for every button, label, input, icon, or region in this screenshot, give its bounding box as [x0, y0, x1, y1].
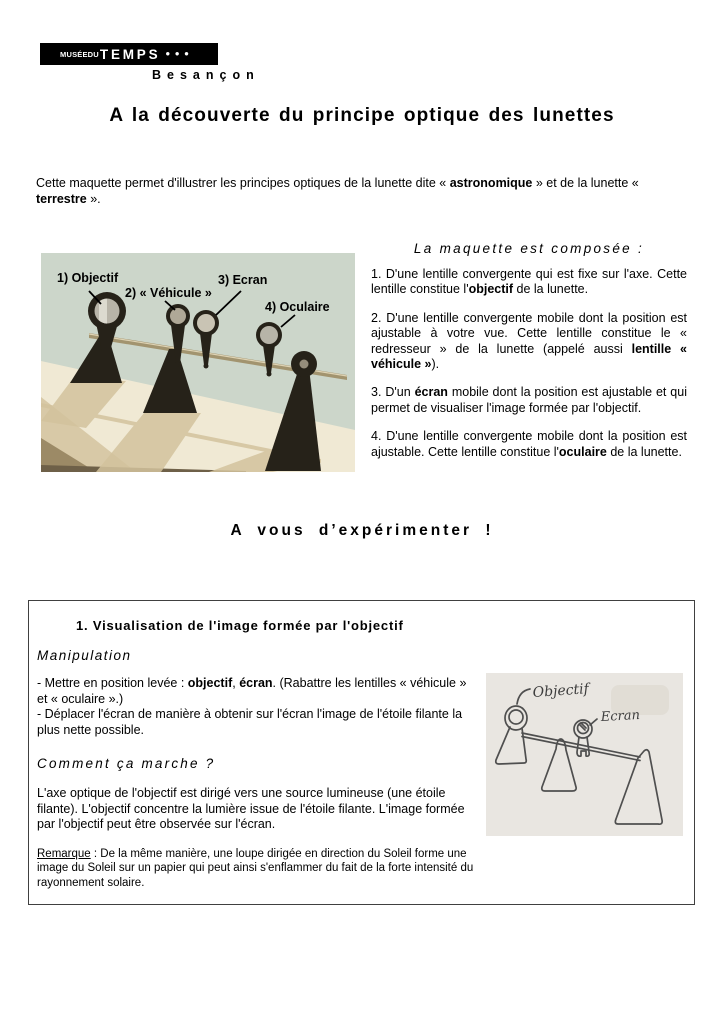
logo-brand-bold: TEMPS	[99, 46, 161, 62]
step-text: - Mettre en position levée :	[37, 676, 188, 690]
item-text: 3. D'un	[371, 385, 415, 400]
step-1	[37, 676, 467, 707]
lens-ecran-glass	[197, 314, 215, 332]
photo-label-oculaire: 4) Oculaire	[265, 300, 330, 314]
composition-item-1	[371, 267, 687, 298]
photo-label-ecran: 3) Ecran	[218, 273, 268, 287]
how-it-works-text: L'axe optique de l'objectif est dirigé vers une source lumineuse (une étoile filante). L'objectif concentre la lumière issue de l'étoile filante. L'image formée par l'objectif peut être observée sur l'écran.	[37, 786, 465, 831]
logo-dots-icon: ●●●	[165, 49, 194, 58]
composition-item-3	[371, 385, 687, 416]
note-label: Remarque	[37, 847, 91, 860]
bold-term-ecran: écran	[414, 385, 448, 400]
how-it-works-label: Comment ça marche ?	[37, 756, 216, 771]
intro-paragraph	[36, 176, 690, 207]
step-2: - Déplacer l'écran de manière à obtenir sur l'écran l'image de l'étoile filante la plus nette possible.	[37, 707, 463, 737]
logo-brand-small: MUSÉEDU	[60, 49, 99, 59]
note-text: : De la même manière, une loupe dirigée en direction du Soleil forme une image du Soleil sur un papier qui peut ainsi s'enflammer du fait de la forte intensité du rayonnement solaire.	[37, 847, 474, 889]
item-text: de la lunette.	[606, 444, 682, 459]
logo-city: Besançon	[152, 68, 260, 82]
sketch-figure	[486, 673, 683, 836]
manipulation-steps	[37, 676, 467, 738]
bold-term-oculaire: oculaire	[558, 444, 607, 459]
step-text: . (Rabattre les lentilles « véhicule » et « oculaire ».)	[37, 676, 467, 706]
model-photo-illustration	[41, 253, 355, 472]
bold-term-terrestre: terrestre	[36, 191, 87, 206]
sketch-label-objectif: Objectif	[532, 681, 590, 701]
sketch-illustration	[486, 673, 683, 836]
photo-label-vehicule: 2) « Véhicule »	[125, 286, 212, 300]
composition-item-4	[371, 429, 687, 460]
bold-term-astronomique: astronomique	[449, 176, 533, 190]
sketch-label-ecran: Ecran	[600, 707, 641, 725]
item-text: 1. D'une lentille convergente qui est fixe sur l'axe. Cette lentille constitue l'	[371, 267, 687, 297]
manipulation-label: Manipulation	[37, 648, 132, 663]
item-text: 2. D'une lentille convergente mobile dont la position est ajustable à votre vue. Cette lentille constitue le « redresseur » de la lunette (appelé aussi	[371, 310, 687, 356]
intro-text: » et de la lunette «	[532, 176, 639, 190]
photo-label-objectif: 1) Objectif	[57, 271, 119, 285]
bold-term-vehicule: lentille « véhicule »	[371, 341, 687, 372]
bold-term-objectif: objectif	[468, 282, 514, 297]
bold-term-objectif: objectif	[187, 676, 233, 690]
museum-logo	[40, 43, 280, 85]
item-text: de la lunette.	[513, 282, 589, 297]
item-text: 4. D'une lentille convergente mobile dont la position est ajustable. Cette lentille constitue l'	[371, 429, 687, 459]
page-title: A la découverte du principe optique des lunettes	[109, 105, 615, 126]
composition-item-2	[371, 311, 687, 373]
note-paragraph	[37, 847, 481, 891]
composition-column	[371, 241, 687, 460]
composition-heading: La maquette est composée :	[413, 241, 645, 256]
lens-vehicule-glass	[170, 308, 186, 324]
bold-term-ecran: écran	[239, 676, 273, 690]
intro-text: ».	[86, 191, 101, 206]
item-text: mobile dont la position est ajustable et qui permet de visualiser l'image formée par l'objectif.	[371, 385, 687, 415]
experiment-heading: 1. Visualisation de l'image formée par l'objectif	[76, 618, 404, 633]
step-text: ,	[232, 676, 240, 690]
cta-heading: A vous d’expérimenter !	[230, 522, 494, 539]
experiment-box	[28, 600, 695, 905]
lens-oculaire-glass	[260, 326, 278, 344]
model-photo	[41, 253, 355, 472]
intro-text: Cette maquette permet d'illustrer les principes optiques de la lunette dite «	[36, 176, 450, 190]
rail-end-screw	[300, 360, 309, 369]
logo-banner	[40, 43, 218, 65]
item-text: ).	[431, 357, 440, 372]
